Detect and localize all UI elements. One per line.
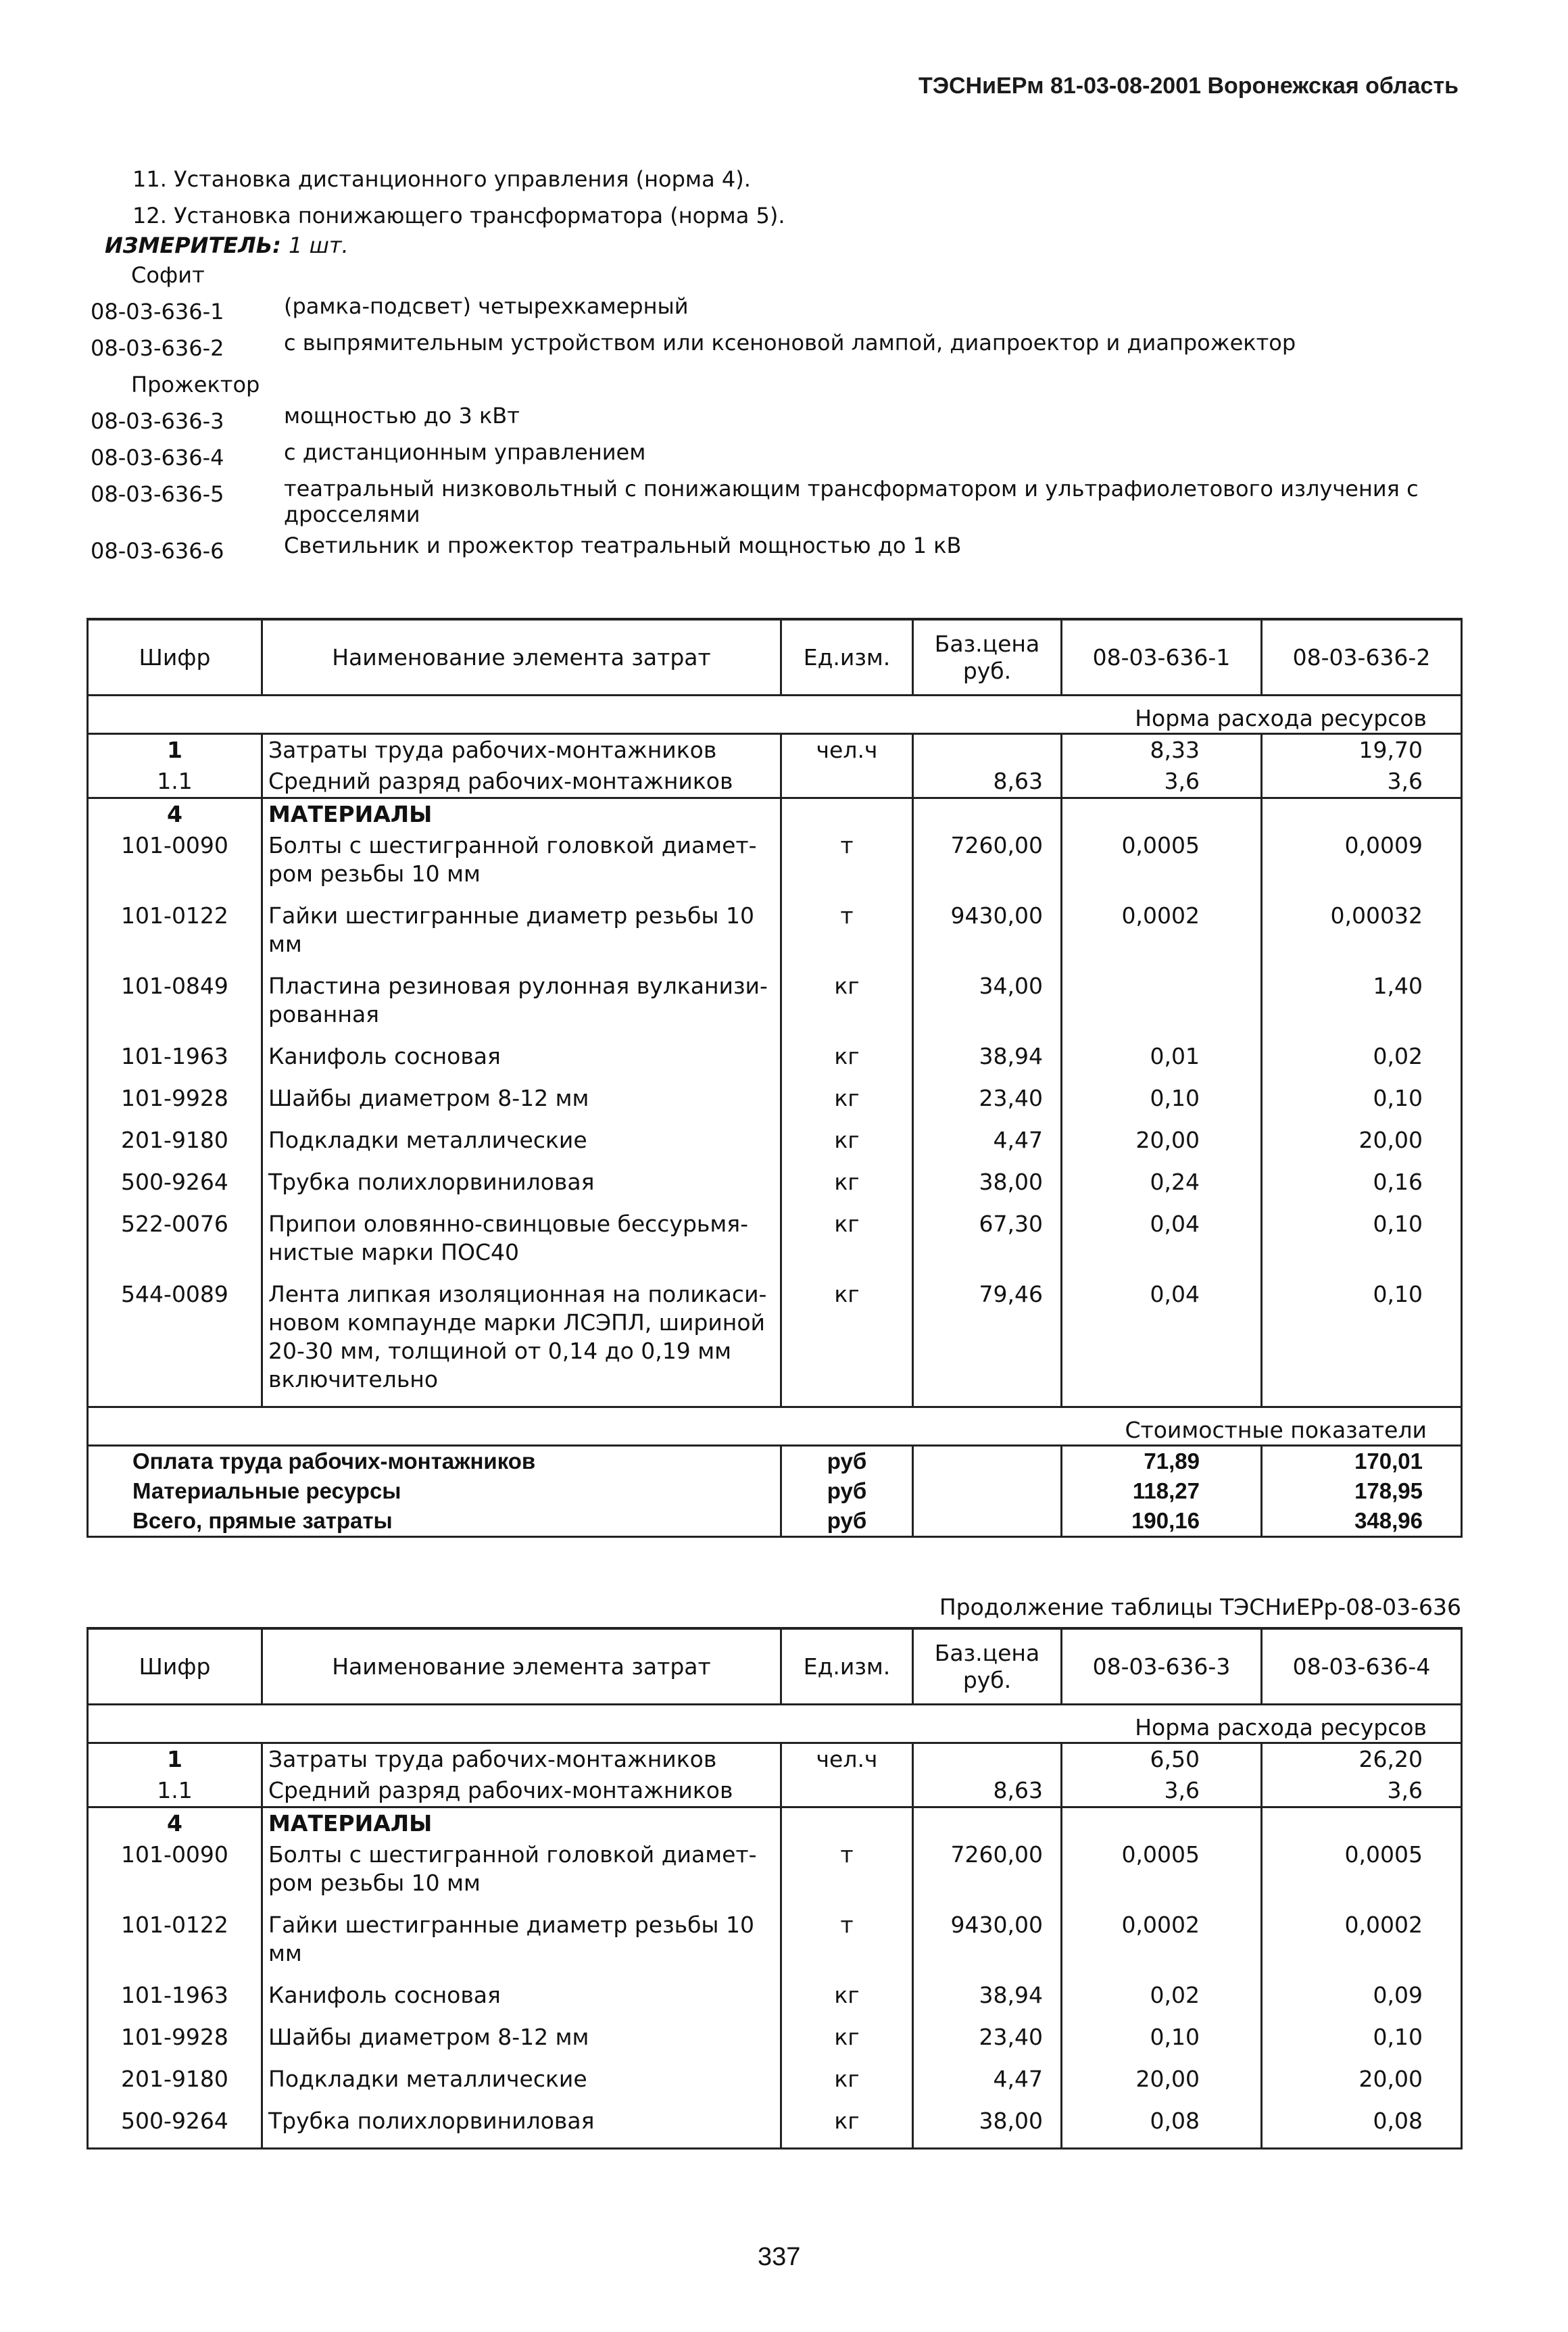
value-col-1: 3,6 (1062, 1775, 1262, 1807)
table-row (88, 830, 1462, 900)
table-row (88, 1980, 1462, 2022)
resource-unit: т (781, 1839, 913, 1910)
resource-unit: кг (781, 1125, 913, 1167)
column-header: 08-03-636-2 (1262, 619, 1462, 696)
total-value-2: 178,95 (1262, 1476, 1462, 1506)
table-header-row (88, 619, 1462, 696)
empty-cell (913, 1476, 1062, 1506)
column-header: Шифр (88, 619, 262, 696)
resource-unit: кг (781, 971, 913, 1041)
value-col-1: 0,0002 (1062, 1910, 1262, 1980)
resource-price: 23,40 (913, 1083, 1062, 1125)
measure-value: 1 шт. (289, 233, 349, 258)
value-col-1: 20,00 (1062, 1125, 1262, 1167)
resource-code: 544-0089 (88, 1279, 262, 1407)
resource-code: 1 (88, 734, 262, 767)
value-col-1 (1062, 971, 1262, 1041)
table-row (88, 766, 1462, 798)
resource-price: 67,30 (913, 1209, 1062, 1279)
resource-name: Гайки шестигранные диаметр резьбы 10 мм (262, 900, 781, 971)
table-row (88, 1839, 1462, 1910)
resource-unit: кг (781, 2064, 913, 2106)
value-col-1: 0,04 (1062, 1209, 1262, 1279)
empty-cell (1062, 798, 1262, 831)
value-col-1: 0,04 (1062, 1279, 1262, 1407)
resource-code: 101-9928 (88, 1083, 262, 1125)
resource-price: 34,00 (913, 971, 1062, 1041)
value-col-2: 20,00 (1262, 2064, 1462, 2106)
norm-desc: Светильник и прожектор театральный мощностью до 1 кВ (284, 533, 962, 558)
empty-cell (1262, 798, 1462, 831)
resource-name: Подкладки металлические (262, 2064, 781, 2106)
value-col-2: 0,10 (1262, 1209, 1462, 1279)
value-col-1: 0,01 (1062, 1041, 1262, 1083)
continuation-note: Продолжение таблицы ТЭСНиЕРр-08-03-636 (939, 1594, 1461, 1620)
totals-row (88, 1506, 1462, 1537)
resource-price: 38,94 (913, 1980, 1062, 2022)
resource-name: Затраты труда рабочих-монтажников (262, 734, 781, 767)
value-col-2: 3,6 (1262, 1775, 1462, 1807)
value-col-1: 8,33 (1062, 734, 1262, 767)
table-row (88, 1125, 1462, 1167)
value-col-2: 20,00 (1262, 1125, 1462, 1167)
resource-price: 38,00 (913, 2106, 1062, 2149)
resource-unit: чел.ч (781, 1743, 913, 1776)
intro-item: 11. Установка дистанционного управления (норма 4). (132, 166, 751, 192)
column-header: Баз.цена руб. (913, 619, 1062, 696)
section-title: МАТЕРИАЛЫ (262, 1807, 781, 1840)
resource-unit: т (781, 900, 913, 971)
value-col-2: 0,09 (1262, 1980, 1462, 2022)
value-col-2: 26,20 (1262, 1743, 1462, 1776)
table-row (88, 1279, 1462, 1407)
table-row (88, 1743, 1462, 1776)
totals-row (88, 1446, 1462, 1477)
total-label: Материальные ресурсы (88, 1476, 781, 1506)
table-row (88, 900, 1462, 971)
column-header: Ед.изм. (781, 619, 913, 696)
value-col-2: 0,02 (1262, 1041, 1462, 1083)
table-row (88, 2064, 1462, 2106)
column-header: 08-03-636-1 (1062, 619, 1262, 696)
empty-cell (913, 1807, 1062, 1840)
column-header: Наименование элемента затрат (262, 619, 781, 696)
band-row (88, 1407, 1462, 1446)
resource-unit: кг (781, 2022, 913, 2064)
resource-name: Пластина резиновая рулонная вулканизи-рованная (262, 971, 781, 1041)
value-col-2: 19,70 (1262, 734, 1462, 767)
empty-cell (1062, 1807, 1262, 1840)
resource-name: Канифоль сосновая (262, 1041, 781, 1083)
resource-price: 38,00 (913, 1167, 1062, 1209)
table-row (88, 2022, 1462, 2064)
resource-name: Трубка полихлорвиниловая (262, 2106, 781, 2149)
resource-code: 101-0090 (88, 1839, 262, 1910)
empty-cell (781, 798, 913, 831)
resource-unit: кг (781, 2106, 913, 2149)
resource-name: Канифоль сосновая (262, 1980, 781, 2022)
total-label: Оплата труда рабочих-монтажников (88, 1446, 781, 1477)
resource-price: 9430,00 (913, 900, 1062, 971)
resource-name: Болты с шестигранной головкой диамет-ром резьбы 10 мм (262, 830, 781, 900)
value-col-1: 3,6 (1062, 766, 1262, 798)
resource-table-2 (87, 1627, 1463, 2149)
total-unit: руб (781, 1446, 913, 1477)
band-row (88, 696, 1462, 734)
value-col-2: 0,10 (1262, 1083, 1462, 1125)
resource-unit: чел.ч (781, 734, 913, 767)
resource-price: 4,47 (913, 2064, 1062, 2106)
resource-name: Лента липкая изоляционная на поликаси-новом компаунде марки ЛСЭПЛ, шириной 20-30 мм, толщиной от 0,14 до 0,19 мм включительно (262, 1279, 781, 1407)
value-col-1: 0,0002 (1062, 900, 1262, 971)
value-col-1: 0,0005 (1062, 830, 1262, 900)
section-code: 4 (88, 1807, 262, 1840)
table-row (88, 734, 1462, 767)
resource-price: 23,40 (913, 2022, 1062, 2064)
resource-code: 1.1 (88, 766, 262, 798)
value-col-2: 0,08 (1262, 2106, 1462, 2149)
value-col-2: 1,40 (1262, 971, 1462, 1041)
materials-heading-row (88, 1807, 1462, 1840)
resource-unit: кг (781, 1980, 913, 2022)
resource-price: 4,47 (913, 1125, 1062, 1167)
resource-code: 101-1963 (88, 1041, 262, 1083)
resource-code: 101-9928 (88, 2022, 262, 2064)
band-norm-label: Норма расхода ресурсов (88, 1705, 1462, 1743)
resource-price: 8,63 (913, 766, 1062, 798)
table-row (88, 971, 1462, 1041)
band-norm-label: Норма расхода ресурсов (88, 696, 1462, 734)
resource-price: 9430,00 (913, 1910, 1062, 1980)
band-cost-label: Стоимостные показатели (88, 1407, 1462, 1446)
column-header: Ед.изм. (781, 1628, 913, 1705)
resource-code: 101-1963 (88, 1980, 262, 2022)
value-col-1: 0,02 (1062, 1980, 1262, 2022)
empty-cell (913, 798, 1062, 831)
resource-price: 7260,00 (913, 830, 1062, 900)
column-header: Баз.цена руб. (913, 1628, 1062, 1705)
value-col-1: 0,10 (1062, 1083, 1262, 1125)
total-value-1: 118,27 (1062, 1476, 1262, 1506)
resource-code: 1 (88, 1743, 262, 1776)
value-col-1: 20,00 (1062, 2064, 1262, 2106)
value-col-1: 0,10 (1062, 2022, 1262, 2064)
resource-unit (781, 766, 913, 798)
value-col-2: 3,6 (1262, 766, 1462, 798)
resource-code: 101-0122 (88, 1910, 262, 1980)
page-number: 337 (758, 2243, 801, 2271)
table-row (88, 1041, 1462, 1083)
table-row (88, 1167, 1462, 1209)
column-header: 08-03-636-4 (1262, 1628, 1462, 1705)
empty-cell (913, 1506, 1062, 1537)
value-col-1: 6,50 (1062, 1743, 1262, 1776)
resource-code: 101-0090 (88, 830, 262, 900)
norm-code: 08-03-636-2 (91, 335, 224, 361)
totals-row (88, 1476, 1462, 1506)
measure-label: ИЗМЕРИТЕЛЬ: 1 шт. (105, 233, 349, 258)
resource-name: Средний разряд рабочих-монтажников (262, 766, 781, 798)
resource-price (913, 1743, 1062, 1776)
column-header: 08-03-636-3 (1062, 1628, 1262, 1705)
value-col-2: 0,0009 (1262, 830, 1462, 900)
resource-name: Подкладки металлические (262, 1125, 781, 1167)
band-row (88, 1705, 1462, 1743)
value-col-2: 0,0005 (1262, 1839, 1462, 1910)
value-col-1: 0,08 (1062, 2106, 1262, 2149)
resource-name: Затраты труда рабочих-монтажников (262, 1743, 781, 1776)
norm-desc: с выпрямительным устройством или ксеноновой лампой, диапроектор и диапрожектор (284, 330, 1296, 356)
resource-unit: т (781, 1910, 913, 1980)
resource-code: 201-9180 (88, 2064, 262, 2106)
total-value-2: 348,96 (1262, 1506, 1462, 1537)
empty-cell (1262, 1807, 1462, 1840)
table-row (88, 1775, 1462, 1807)
value-col-2: 0,10 (1262, 2022, 1462, 2064)
resource-code: 1.1 (88, 1775, 262, 1807)
total-value-1: 190,16 (1062, 1506, 1262, 1537)
intro-item: 12. Установка понижающего трансформатора (норма 5). (132, 203, 785, 228)
column-header: Наименование элемента затрат (262, 1628, 781, 1705)
resource-price: 38,94 (913, 1041, 1062, 1083)
resource-name: Трубка полихлорвиниловая (262, 1167, 781, 1209)
norm-desc: с дистанционным управлением (284, 439, 646, 465)
empty-cell (781, 1807, 913, 1840)
value-col-2: 0,0002 (1262, 1910, 1462, 1980)
resource-code: 101-0849 (88, 971, 262, 1041)
norm-desc: (рамка-подсвет) четырехкамерный (284, 293, 689, 319)
total-unit: руб (781, 1476, 913, 1506)
resource-code: 500-9264 (88, 1167, 262, 1209)
table-row (88, 1083, 1462, 1125)
empty-cell (913, 1446, 1062, 1477)
resource-price: 8,63 (913, 1775, 1062, 1807)
norm-code: 08-03-636-4 (91, 445, 224, 470)
table-row (88, 1910, 1462, 1980)
resource-unit: кг (781, 1209, 913, 1279)
resource-name: Шайбы диаметром 8-12 мм (262, 2022, 781, 2064)
value-col-2: 0,00032 (1262, 900, 1462, 971)
column-header: Шифр (88, 1628, 262, 1705)
group-title: Софит (131, 262, 205, 288)
resource-price: 7260,00 (913, 1839, 1062, 1910)
section-code: 4 (88, 798, 262, 831)
resource-code: 522-0076 (88, 1209, 262, 1279)
intro-block (0, 161, 1568, 569)
resource-price (913, 734, 1062, 767)
resource-code: 201-9180 (88, 1125, 262, 1167)
resource-name: Шайбы диаметром 8-12 мм (262, 1083, 781, 1125)
resource-name: Болты с шестигранной головкой диамет-ром резьбы 10 мм (262, 1839, 781, 1910)
total-unit: руб (781, 1506, 913, 1537)
value-col-1: 0,0005 (1062, 1839, 1262, 1910)
section-title: МАТЕРИАЛЫ (262, 798, 781, 831)
table-header-row (88, 1628, 1462, 1705)
norm-desc: мощностью до 3 кВт (284, 403, 520, 429)
norm-code: 08-03-636-6 (91, 538, 224, 564)
resource-unit: кг (781, 1279, 913, 1407)
resource-table-1 (87, 618, 1463, 1538)
norm-desc: театральный низковольтный с понижающим трансформатором и ультрафиолетового излучения с дросселями (284, 476, 1419, 527)
table-row (88, 2106, 1462, 2149)
resource-name: Гайки шестигранные диаметр резьбы 10 мм (262, 1910, 781, 1980)
total-value-1: 71,89 (1062, 1446, 1262, 1477)
resource-unit (781, 1775, 913, 1807)
total-value-2: 170,01 (1262, 1446, 1462, 1477)
group-title: Прожектор (131, 372, 260, 397)
resource-unit: т (781, 830, 913, 900)
resource-unit: кг (781, 1083, 913, 1125)
value-col-2: 0,10 (1262, 1279, 1462, 1407)
norm-code: 08-03-636-1 (91, 299, 224, 324)
resource-code: 500-9264 (88, 2106, 262, 2149)
norm-code: 08-03-636-3 (91, 408, 224, 434)
resource-name: Средний разряд рабочих-монтажников (262, 1775, 781, 1807)
total-label: Всего, прямые затраты (88, 1506, 781, 1537)
table-row (88, 1209, 1462, 1279)
page-header: ТЭСНиЕРм 81-03-08-2001 Воронежская область (918, 73, 1459, 99)
value-col-2: 0,16 (1262, 1167, 1462, 1209)
resource-price: 79,46 (913, 1279, 1062, 1407)
resource-name: Припои оловянно-свинцовые бессурьмя-нистые марки ПОС40 (262, 1209, 781, 1279)
value-col-1: 0,24 (1062, 1167, 1262, 1209)
resource-unit: кг (781, 1041, 913, 1083)
resource-unit: кг (781, 1167, 913, 1209)
materials-heading-row (88, 798, 1462, 831)
norm-code: 08-03-636-5 (91, 481, 224, 507)
resource-code: 101-0122 (88, 900, 262, 971)
